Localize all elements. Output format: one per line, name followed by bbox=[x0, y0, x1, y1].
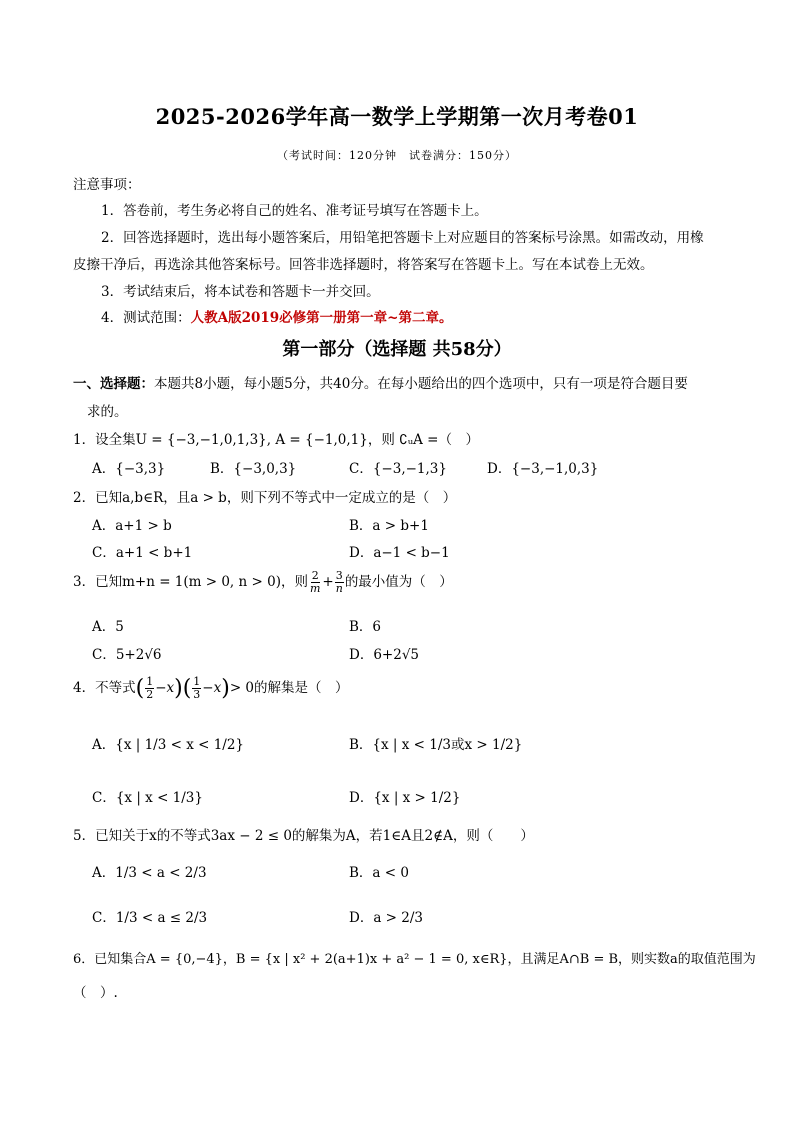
section-title: 第一部分（选择题 共58分） bbox=[282, 339, 512, 360]
q1-option-a: A．{−3,3} bbox=[92, 461, 166, 477]
notice-item-1: 1．答卷前，考生务必将自己的姓名、准考证号填写在答题卡上。 bbox=[101, 203, 488, 219]
scope-label: 4．测试范围： bbox=[101, 310, 191, 326]
q3-fraction-1: $\frac{2}{m}$ bbox=[309, 569, 321, 595]
q1-option-b: B．{−3,0,3} bbox=[210, 461, 297, 477]
q4-option-a: A．{x | 1/3 < x < 1/2} bbox=[92, 737, 245, 753]
q4-stem-pre: 4．不等式 bbox=[73, 680, 136, 696]
notice-item-4 bbox=[101, 306, 452, 326]
notice-heading: 注意事项： bbox=[73, 177, 141, 193]
q4-option-d: D．{x | x > 1/2} bbox=[349, 790, 461, 806]
q4-option-c: C．{x | x < 1/3} bbox=[92, 790, 203, 806]
question-5-stem: 5．已知关于x的不等式3ax − 2 ≤ 0的解集为A，若1∈A且2∉A，则（ ） bbox=[73, 828, 534, 844]
instruction-text-cont: 求的。 bbox=[87, 404, 128, 420]
question-2-stem: 2．已知a,b∈R，且a > b，则下列不等式中一定成立的是（ ） bbox=[73, 490, 457, 506]
question-3-stem: 3．已知m+n = 1(m > 0, n > 0)，则 $\frac{2}{m}$ + $\frac{3}{n}$ 的最小值为（ ） bbox=[73, 569, 453, 595]
instruction-prefix: 一、选择题： bbox=[73, 376, 154, 392]
section-instruction bbox=[73, 372, 688, 392]
q4-fraction-half: $\frac{1}{2}$ bbox=[146, 675, 154, 701]
q1-option-d: D．{−3,−1,0,3} bbox=[487, 461, 599, 477]
page-title: 2025-2026学年高一数学上学期第一次月考卷01 bbox=[155, 104, 639, 129]
question-6-stem: 6．已知集合A = {0,−4}，B = {x | x² + 2(a+1)x + a² − 1 = 0, x∈R}，且满足A∩B = B，则实数a的取值范围为 bbox=[73, 952, 756, 967]
q3-option-a: A．5 bbox=[92, 619, 124, 635]
q2-option-a: A．a+1 > b bbox=[92, 518, 172, 534]
question-6-tail: （ ）. bbox=[73, 985, 118, 1001]
q3-option-c: C．5+2√6 bbox=[92, 647, 162, 663]
q5-option-b: B．a < 0 bbox=[349, 865, 409, 881]
q2-option-b: B．a > b+1 bbox=[349, 518, 429, 534]
q3-stem-post: 的最小值为（ ） bbox=[344, 574, 453, 590]
exam-subtitle: （考试时间：120分钟 试卷满分：150分） bbox=[277, 149, 517, 162]
scope-value: 人教A版2019必修第一册第一章~第二章。 bbox=[190, 310, 453, 326]
notice-item-2-cont: 皮擦干净后，再选涂其他答案标号。回答非选择题时，将答案写在答题卡上。写在本试卷上无效。 bbox=[73, 257, 654, 273]
q4-fraction-third: $\frac{1}{3}$ bbox=[193, 675, 201, 701]
q2-option-d: D．a−1 < b−1 bbox=[349, 545, 450, 561]
q3-stem-pre: 3．已知m+n = 1(m > 0, n > 0)，则 bbox=[73, 574, 308, 590]
q5-option-c: C．1/3 < a ≤ 2/3 bbox=[92, 910, 208, 926]
q4-stem-post: > 0的解集是（ ） bbox=[229, 680, 349, 696]
q3-fraction-2: $\frac{3}{n}$ bbox=[335, 569, 343, 595]
q1-option-c: C．{−3,−1,3} bbox=[349, 461, 447, 477]
question-1-stem: 1．设全集U = {−3,−1,0,1,3}, A = {−1,0,1}，则 ∁ᵤA =（ ） bbox=[73, 432, 479, 448]
question-4-stem: 4．不等式( $\frac{1}{2}$ −x)( $\frac{1}{3}$ −x)> 0的解集是（ ） bbox=[73, 675, 349, 701]
q3-option-d: D．6+2√5 bbox=[349, 647, 420, 663]
q5-option-a: A．1/3 < a < 2/3 bbox=[92, 865, 207, 881]
q5-option-d: D．a > 2/3 bbox=[349, 910, 423, 926]
notice-item-3: 3．考试结束后，将本试卷和答题卡一并交回。 bbox=[101, 284, 380, 300]
q3-option-b: B．6 bbox=[349, 619, 382, 635]
instruction-text: 本题共8小题，每小题5分，共40分。在每小题给出的四个选项中，只有一项是符合题目要 bbox=[154, 376, 688, 392]
q2-option-c: C．a+1 < b+1 bbox=[92, 545, 193, 561]
notice-item-2: 2．回答选择题时，选出每小题答案后，用铅笔把答题卡上对应题目的答案标号涂黑。如需改动，用橡 bbox=[101, 230, 704, 246]
q4-option-b: B．{x | x < 1/3或x > 1/2} bbox=[349, 737, 523, 753]
